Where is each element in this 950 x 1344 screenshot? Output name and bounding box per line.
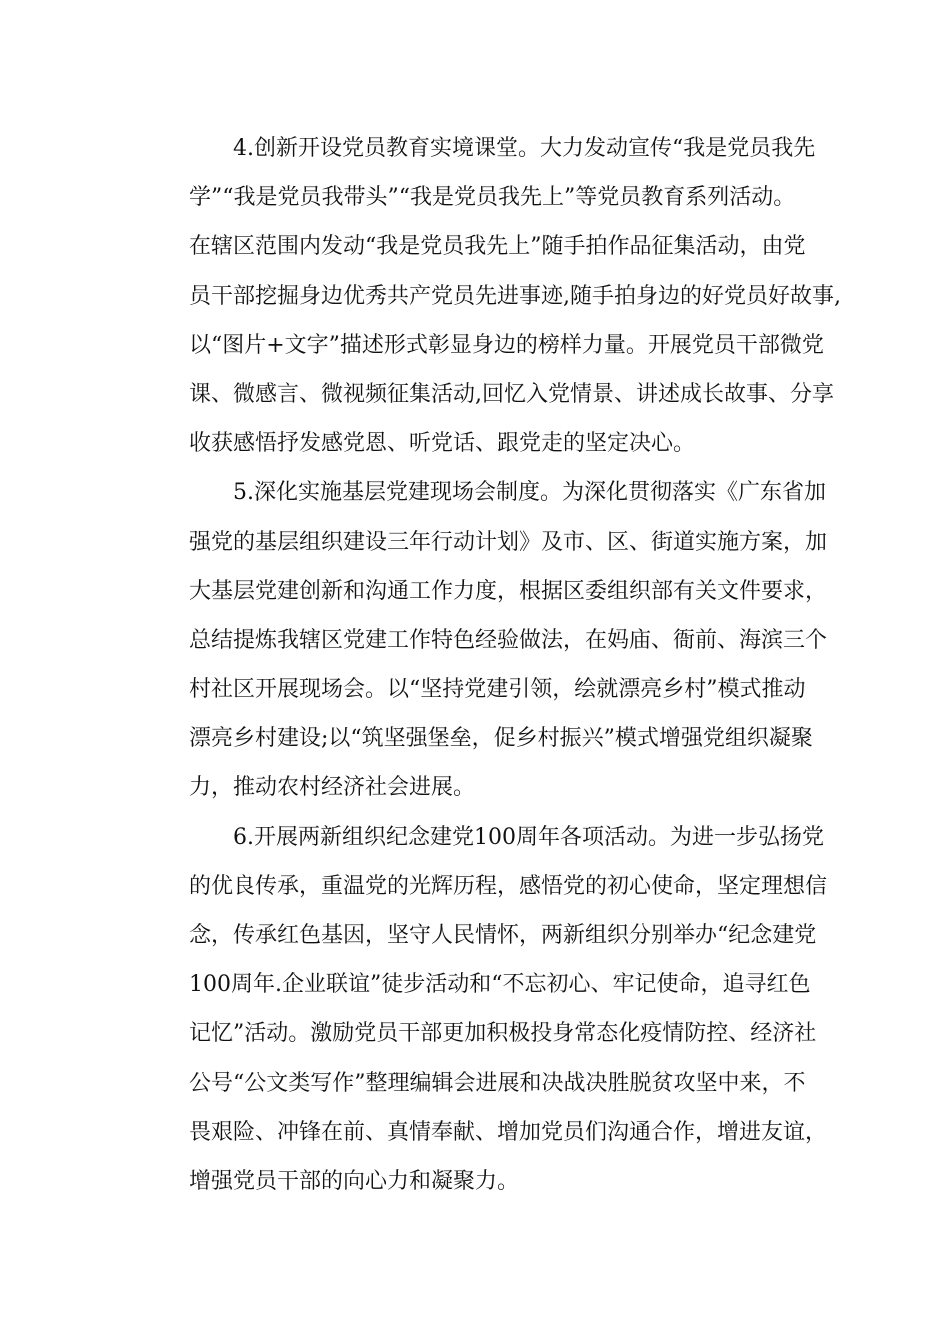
text-line: 总结提炼我辖区党建工作特色经验做法，在妈庙、衙前、海滨三个 bbox=[189, 627, 828, 653]
text-line: 4.创新开设党员教育实境课堂。大力发动宣传“我是党员我先 bbox=[233, 136, 816, 161]
paragraph-5 bbox=[145, 468, 828, 812]
text-line: 记忆”活动。激励党员干部更加积极投身常态化疫情防控、经济社 bbox=[189, 1021, 817, 1047]
text-line: 村社区开展现场会。以“坚持党建引领，绘就漂亮乡村”模式推动 bbox=[189, 677, 806, 703]
text-line: 公号“公文类写作”整理编辑会进展和决战决胜脱贫攻坚中来，不 bbox=[189, 1070, 806, 1096]
text-line: 念，传承红色基因，坚守人民情怀，两新组织分别举办“纪念建党 bbox=[189, 923, 817, 948]
text-line: 学”“我是党员我带头”“我是党员我先上”等党员教育系列活动。 bbox=[189, 185, 796, 211]
text-line: 的优良传承，重温党的光辉历程，感悟党的初心使命，坚定理想信 bbox=[189, 873, 828, 899]
text-line: 课、微感言、微视频征集活动,回忆入党情景、讲述成长故事、分享 bbox=[189, 381, 834, 407]
text-line: 100周年.企业联谊”徒步活动和“不忘初心、牢记使命，追寻红色 bbox=[189, 972, 811, 998]
document-body bbox=[145, 124, 841, 1206]
text-line: 以“图片+文字”描述形式彰显身边的榜样力量。开展党员干部微党 bbox=[189, 332, 824, 358]
text-line: 5.深化实施基层党建现场会制度。为深化贯彻落实《广东省加 bbox=[233, 480, 826, 506]
paragraph-6 bbox=[145, 813, 828, 1207]
text-line: 员干部挖掘身边优秀共产党员先进事迹,随手拍身边的好党员好故事, bbox=[189, 283, 841, 309]
text-line: 6.开展两新组织纪念建党100周年各项活动。为进一步弘扬党 bbox=[233, 824, 824, 850]
text-line: 在辖区范围内发动“我是党员我先上”随手拍作品征集活动，由党 bbox=[189, 234, 806, 260]
text-line: 增强党员干部的向心力和凝聚力。 bbox=[189, 1168, 520, 1194]
paragraph-4 bbox=[145, 124, 841, 468]
text-line: 强党的基层组织建设三年行动计划》及市、区、街道实施方案，加 bbox=[189, 529, 828, 555]
text-line: 畏艰险、冲锋在前、真情奉献、增加党员们沟通合作，增进友谊， bbox=[189, 1119, 828, 1145]
text-line: 力，推动农村经济社会进展。 bbox=[189, 775, 476, 801]
text-line: 大基层党建创新和沟通工作力度，根据区委组织部有关文件要求， bbox=[189, 578, 828, 604]
text-line: 收获感悟抒发感党恩、听党话、跟党走的坚定决心。 bbox=[189, 431, 696, 457]
text-line: 漂亮乡村建设;以“筑坚强堡垒，促乡村振兴”模式增强党组织凝聚 bbox=[189, 726, 813, 752]
